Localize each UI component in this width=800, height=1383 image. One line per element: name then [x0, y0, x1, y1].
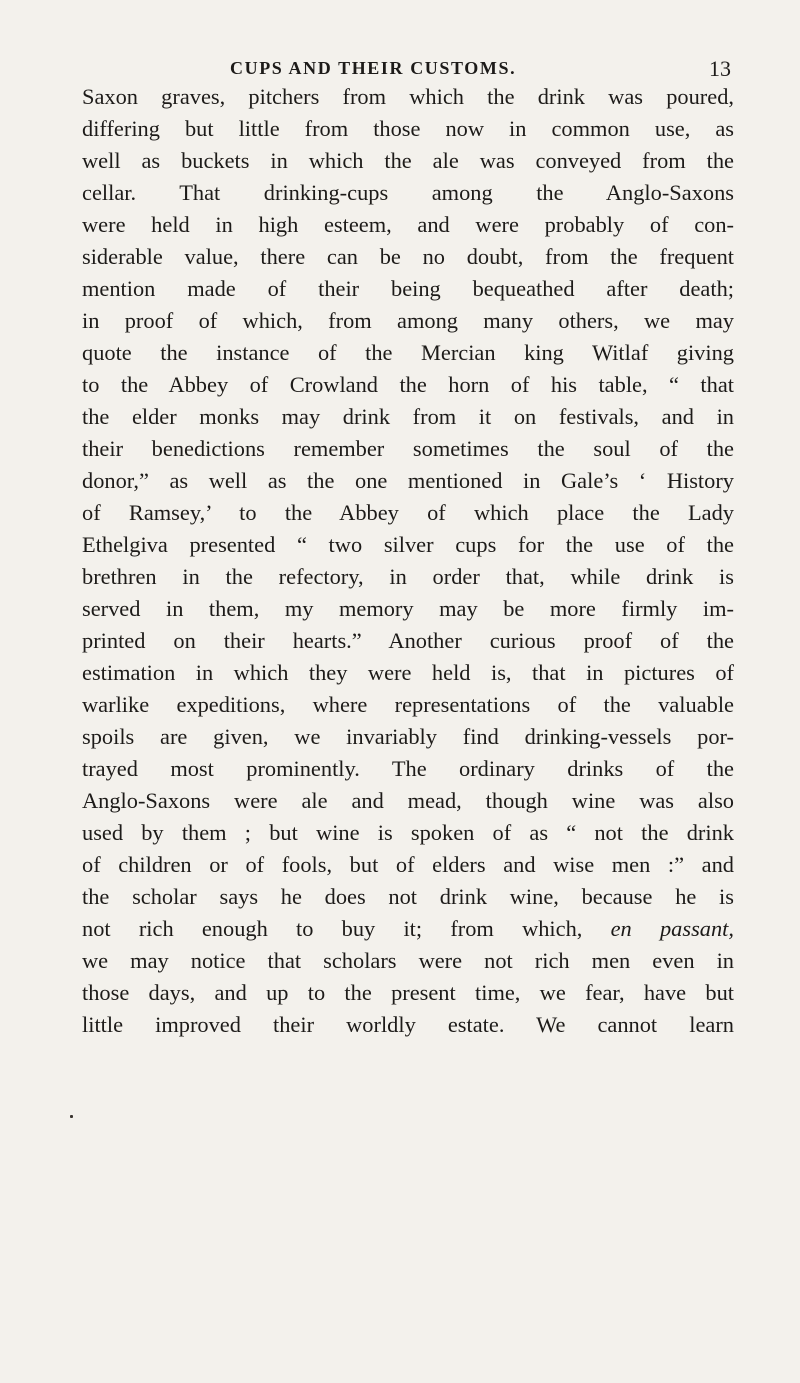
text-line: in proof of which, from among many others, we may — [82, 308, 734, 333]
text-line: well as buckets in which the ale was conveyed from the — [82, 148, 734, 173]
italic-phrase: en passant, — [610, 916, 734, 941]
text-line: trayed most prominently. The ordinary drinks of the — [82, 756, 734, 781]
text-line: little improved their worldly estate. We cannot learn — [82, 1012, 734, 1037]
body-text — [82, 81, 734, 1041]
text-line: mention made of their being bequeathed after death; — [82, 276, 734, 301]
print-speck — [70, 1115, 73, 1118]
text-line: siderable value, there can be no doubt, from the frequent — [82, 244, 734, 269]
text-line: quote the instance of the Mercian king Witlaf giving — [82, 340, 734, 365]
running-title: CUPS AND THEIR CUSTOMS. — [230, 58, 517, 78]
text-line: donor,” as well as the one mentioned in Gale’s ‘ History — [82, 468, 734, 493]
text-line: their benedictions remember sometimes the soul of the — [82, 436, 734, 461]
text-line: were held in high esteem, and were probably of con- — [82, 212, 734, 237]
text-line: served in them, my memory may be more firmly im- — [82, 596, 734, 621]
text-line: we may notice that scholars were not rich men even in — [82, 948, 734, 973]
text-line: Ethelgiva presented “ two silver cups for the use of the — [82, 532, 734, 557]
text-line: Saxon graves, pitchers from which the drink was poured, — [82, 84, 734, 109]
page-number: 13 — [709, 56, 731, 81]
text-line: estimation in which they were held is, that in pictures of — [82, 660, 734, 685]
text-line: the elder monks may drink from it on festivals, and in — [82, 404, 734, 429]
text-line: to the Abbey of Crowland the horn of his table, “ that — [82, 372, 734, 397]
text-line: Anglo-Saxons were ale and mead, though wine was also — [82, 788, 734, 813]
text-line: the scholar says he does not drink wine, because he is — [82, 884, 734, 909]
text-line: cellar. That drinking-cups among the Anglo-Saxons — [82, 180, 734, 205]
text-line: warlike expeditions, where representations of the valuable — [82, 692, 734, 717]
text-line: those days, and up to the present time, we fear, have but — [82, 980, 734, 1005]
text-line-lead: not rich enough to buy it; from which, — [82, 916, 611, 941]
text-line-with-italic — [82, 913, 734, 945]
text-line: of Ramsey,’ to the Abbey of which place the Lady — [82, 500, 734, 525]
text-line: printed on their hearts.” Another curious proof of the — [82, 628, 734, 653]
text-line: of children or of fools, but of elders and wise men :” and — [82, 852, 734, 877]
text-line: used by them ; but wine is spoken of as “ not the drink — [82, 820, 734, 845]
text-line: brethren in the refectory, in order that, while drink is — [82, 564, 734, 589]
text-line: differing but little from those now in common use, as — [82, 116, 734, 141]
text-line: spoils are given, we invariably find drinking-vessels por- — [82, 724, 734, 749]
